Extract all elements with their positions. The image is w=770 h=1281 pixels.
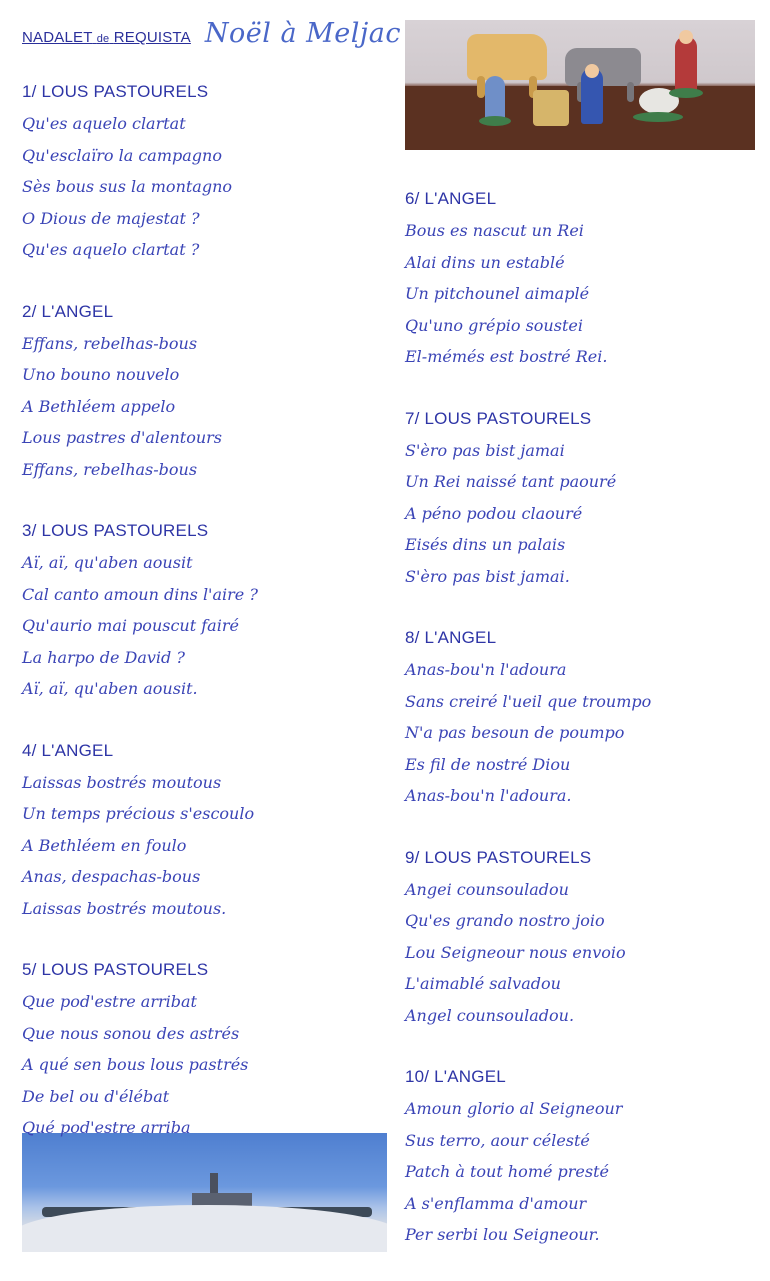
verse-line: Qu'es aquelo clartat <box>22 114 186 133</box>
verse-line: Effans, rebelhas-bous <box>22 459 198 479</box>
verse-line: Effans, rebelhas-bous <box>22 333 198 353</box>
verse-line: Sès bous sus la montagno <box>22 177 233 196</box>
verse-line: A qué sen bous lous pastrés <box>22 1055 249 1074</box>
verse-line: L'aimablé salvadou <box>405 974 561 993</box>
figurine-base <box>479 116 511 126</box>
stanza-heading: 6/ L'ANGEL <box>405 189 497 208</box>
verse-line: Lou Seigneour nous envoio <box>405 942 626 962</box>
verse-line: Un temps précious s'escoulo <box>22 804 255 823</box>
verse-line: Amoun glorio al Seigneour <box>405 1099 623 1118</box>
donkey-leg <box>627 82 634 102</box>
verse-line: A s'enflamma d'amour <box>405 1193 587 1213</box>
verse-line: Anas, despachas-bous <box>22 867 201 886</box>
subtitle-de: de <box>96 33 110 45</box>
verse-line: Qu'aurio mai pouscut fairé <box>22 616 239 635</box>
verse-line: Aï, aï, qu'aben aousit. <box>22 679 198 698</box>
nativity-photo <box>405 20 755 150</box>
verse-line: S'èro pas bist jamai. <box>405 566 570 586</box>
stanza-heading: 2/ L'ANGEL <box>22 301 114 321</box>
stanza-heading: 8/ L'ANGEL <box>405 628 497 647</box>
verse-line: Qu'es aquelo clartat ? <box>22 240 200 259</box>
right-column <box>405 183 765 1281</box>
figurine-base <box>633 112 683 122</box>
verse-line: De bel ou d'élébat <box>22 1086 170 1106</box>
stanza <box>22 954 382 1144</box>
verse-line: A péno podou claouré <box>405 503 583 523</box>
stanza <box>405 842 765 1032</box>
verse-line: O Dious de majestat ? <box>22 208 200 228</box>
stanza <box>22 296 382 486</box>
verse-line: Qu'esclaïro la campagno <box>22 145 222 165</box>
verse-line: Aï, aï, qu'aben aousit <box>22 553 193 572</box>
verse-line: Bous es nascut un Rei <box>405 221 584 240</box>
donkey-figurine <box>565 48 641 86</box>
stanza <box>405 622 765 812</box>
left-column <box>22 76 382 1174</box>
stanza <box>22 76 382 266</box>
stanza-heading: 3/ LOUS PASTOURELS <box>22 521 209 540</box>
stanza-heading: 1/ LOUS PASTOURELS <box>22 82 209 101</box>
verse-line: Que nous sonou des astrés <box>22 1023 240 1043</box>
verse-line: Qu'es grando nostro joio <box>405 911 605 930</box>
verse-line: Cal canto amoun dins l'aire ? <box>22 584 258 604</box>
verse-line: Laissas bostrés moutous <box>22 772 222 792</box>
stanza <box>22 515 382 705</box>
verse-line: Uno bouno nouvelo <box>22 365 180 384</box>
verse-line: Eisés dins un palais <box>405 535 566 554</box>
verse-line: Laissas bostrés moutous. <box>22 898 227 918</box>
subtitle <box>22 29 191 46</box>
verse-line: S'èro pas bist jamai <box>405 440 565 460</box>
verse-line: Lous pastres d'alentours <box>22 428 222 447</box>
stanza <box>405 403 765 593</box>
manger-figurine <box>533 90 569 126</box>
verse-line: Alai dins un establé <box>405 252 565 272</box>
verse-line: Per serbi lou Seigneour. <box>405 1225 600 1244</box>
verse-line: Sus terro, aour célesté <box>405 1130 590 1150</box>
stanza-heading: 7/ LOUS PASTOURELS <box>405 408 592 428</box>
stanza-heading: 9/ LOUS PASTOURELS <box>405 847 592 867</box>
verse-line: Angei counsouladou <box>405 879 569 899</box>
verse-line: Un pitchounel aimaplé <box>405 284 590 303</box>
verse-line: La harpo de David ? <box>22 647 185 667</box>
angel-head <box>679 30 693 44</box>
verse-line: Que pod'estre arribat <box>22 992 197 1011</box>
page-header <box>22 18 401 54</box>
page-title: Noël à Meljac <box>204 18 401 49</box>
verse-line: Anas-bou'n l'adoura. <box>405 786 572 805</box>
angel-figurine <box>675 36 697 92</box>
verse-line: Angel counsouladou. <box>405 1005 575 1025</box>
shepherd-figurine <box>485 76 505 120</box>
verse-line: Patch à tout homé presté <box>405 1162 610 1181</box>
subtitle-place: REQUISTA <box>113 29 191 46</box>
verse-line: Un Rei naissé tant paouré <box>405 472 617 491</box>
stanza <box>405 183 765 373</box>
subtitle-main: NADALET <box>22 29 93 46</box>
stanza <box>405 1061 765 1251</box>
ox-leg <box>477 76 485 98</box>
figurine-base <box>669 88 703 98</box>
stanza <box>22 735 382 925</box>
verse-line: N'a pas besoun de poumpo <box>405 723 625 742</box>
verse-line: Qu'uno grépio soustei <box>405 315 583 335</box>
verse-line: Sans creiré l'ueil que troumpo <box>405 691 652 711</box>
verse-line: A Bethléem appelo <box>22 396 176 416</box>
stanza-heading: 10/ L'ANGEL <box>405 1067 506 1086</box>
snowy-hill <box>22 1205 387 1252</box>
mary-head <box>585 64 599 78</box>
stanza-heading: 5/ LOUS PASTOURELS <box>22 960 209 979</box>
verse-line: Es fil de nostré Diou <box>405 754 571 774</box>
verse-line: El-mémés est bostré Rei. <box>405 347 608 366</box>
stanza-heading: 4/ L'ANGEL <box>22 740 114 760</box>
verse-line: Qué pod'estre arriba <box>22 1118 191 1137</box>
verse-line: Anas-bou'n l'adoura <box>405 660 567 679</box>
verse-line: A Bethléem en foulo <box>22 835 187 855</box>
ox-figurine <box>467 34 547 80</box>
